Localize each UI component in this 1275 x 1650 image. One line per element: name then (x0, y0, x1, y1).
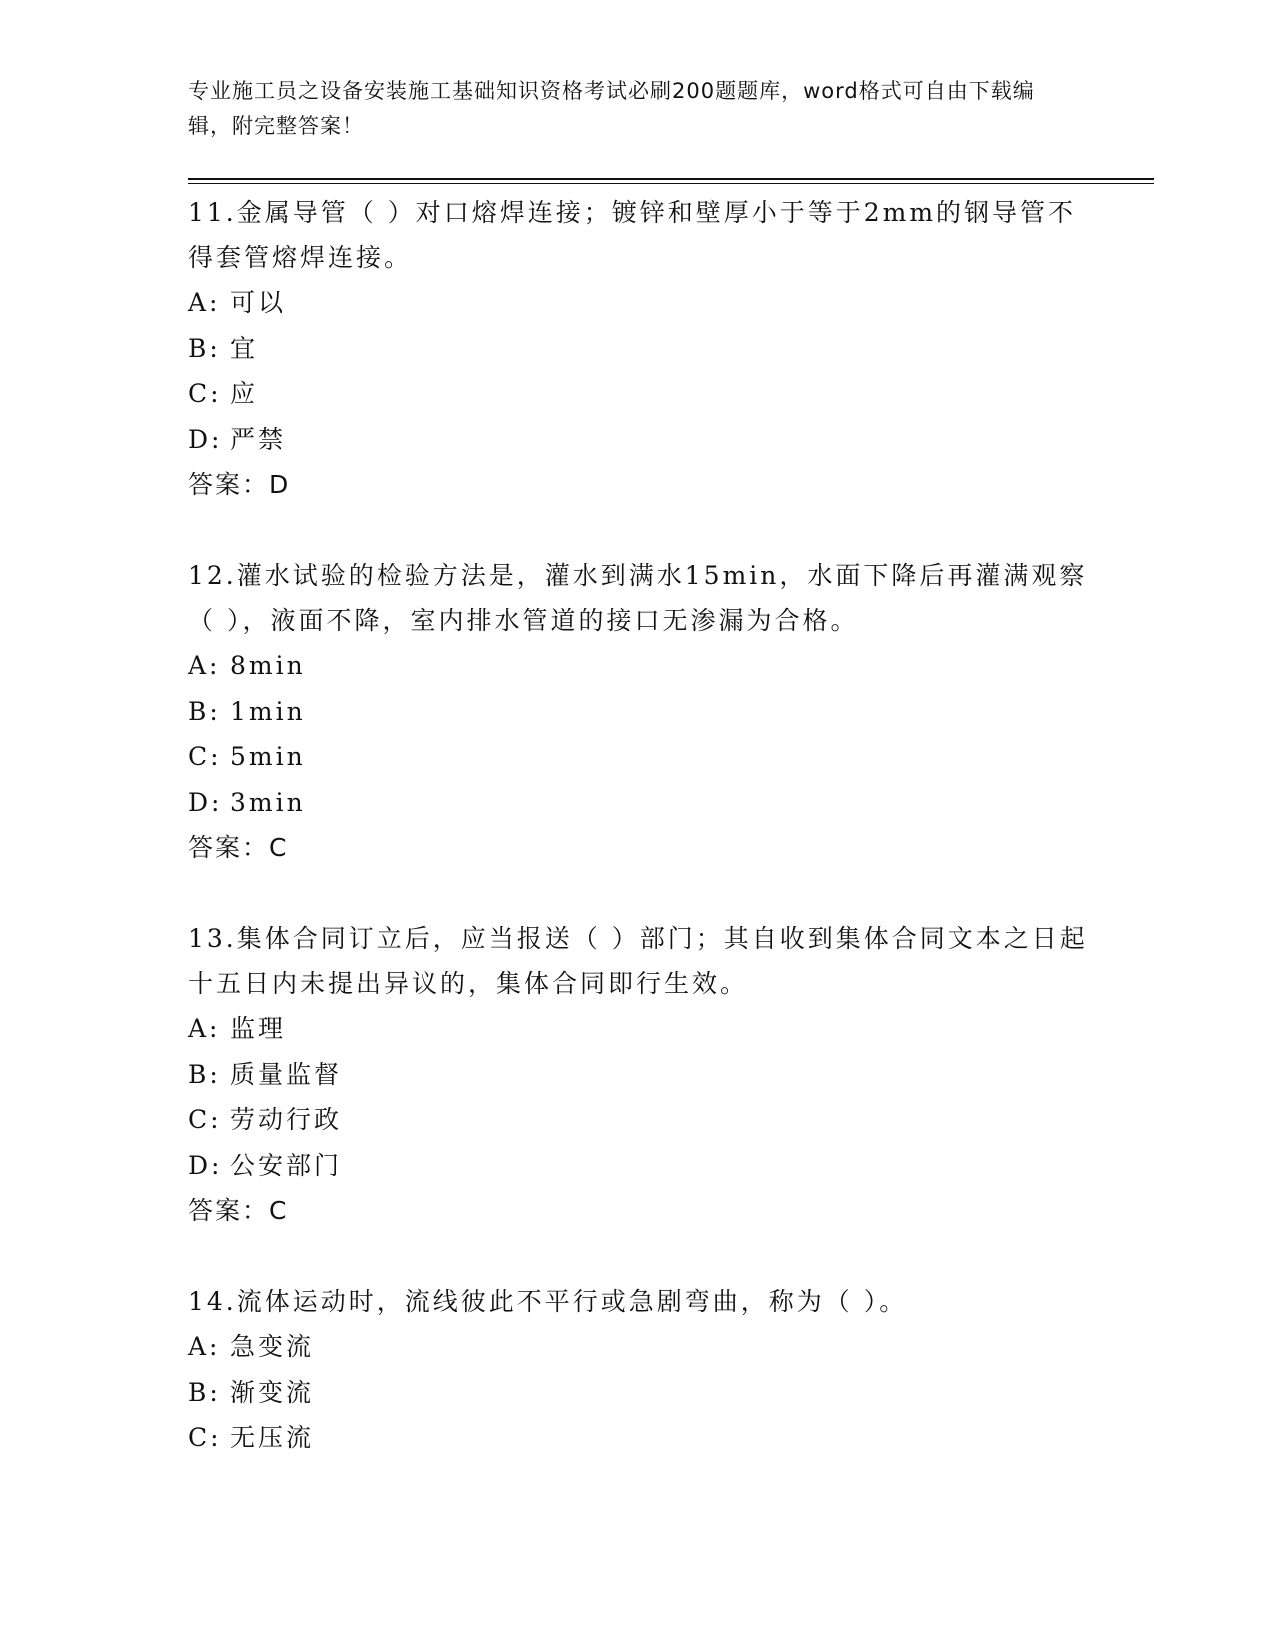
option-letter: C: (188, 1423, 222, 1452)
option-c (188, 1097, 1088, 1143)
question-stem (188, 190, 1088, 280)
option-letter: A: (188, 1332, 221, 1361)
option-b (188, 689, 1088, 735)
document-header: 专业施工员之设备安装施工基础知识资格考试必刷200题题库，word格式可自由下载编辑，附完整答案！ (188, 79, 1035, 138)
option-text: 3min (230, 787, 306, 817)
question-stem (188, 916, 1088, 1006)
option-d (188, 780, 1088, 826)
option-text: 可以 (230, 288, 287, 317)
question-stem (188, 1279, 1088, 1324)
option-text: 公安部门 (230, 1150, 343, 1180)
question-12 (188, 553, 1088, 871)
option-letter: D: (188, 424, 223, 454)
option-letter: D: (188, 1150, 223, 1180)
option-text: 应 (230, 379, 259, 408)
option-text: 8min (230, 651, 306, 680)
option-text: 1min (230, 696, 306, 726)
question-14 (188, 1279, 1088, 1461)
question-number: 12. (188, 561, 237, 590)
option-b (188, 1052, 1088, 1098)
option-letter: B: (188, 696, 221, 726)
question-stem (188, 553, 1088, 643)
answer-line: 答案：D (188, 470, 291, 499)
question-list (188, 190, 1088, 1506)
answer-line: 答案：C (188, 833, 289, 862)
option-c (188, 1415, 1088, 1461)
question-number: 13. (188, 924, 237, 953)
question-text: 金属导管（ ）对口熔焊连接；镀锌和壁厚小于等于2mm的钢导管不得套管熔焊连接。 (188, 198, 1077, 272)
header-divider-thin (188, 183, 1154, 184)
question-11 (188, 190, 1088, 508)
option-text: 宜 (230, 333, 259, 363)
answer-line: 答案：C (188, 1196, 289, 1225)
question-text: 灌水试验的检验方法是，灌水到满水15min，水面下降后再灌满观察（ ），液面不降，室内排水管道的接口无渗漏为合格。 (188, 561, 1088, 635)
option-letter: D: (188, 787, 223, 817)
option-letter: A: (188, 288, 221, 317)
option-letter: B: (188, 333, 221, 363)
header-divider-thick (188, 178, 1154, 180)
option-d (188, 417, 1088, 463)
option-b (188, 326, 1088, 372)
question-text: 集体合同订立后，应当报送（ ）部门；其自收到集体合同文本之日起十五日内未提出异议的，集体合同即行生效。 (188, 924, 1088, 998)
option-c (188, 734, 1088, 780)
option-d (188, 1143, 1088, 1189)
option-a (188, 1324, 1088, 1370)
option-letter: B: (188, 1377, 221, 1407)
option-letter: C: (188, 1105, 222, 1134)
question-number: 11. (188, 198, 237, 227)
option-letter: A: (188, 1014, 221, 1043)
question-number: 14. (188, 1287, 237, 1316)
option-text: 监理 (230, 1014, 287, 1043)
option-text: 5min (230, 742, 306, 771)
question-13 (188, 916, 1088, 1234)
question-text: 流体运动时，流线彼此不平行或急剧弯曲，称为（ ）。 (236, 1287, 908, 1316)
option-text: 严禁 (230, 424, 287, 454)
option-b (188, 1370, 1088, 1416)
option-letter: A: (188, 651, 221, 680)
option-text: 劳动行政 (230, 1105, 343, 1134)
option-letter: C: (188, 742, 222, 771)
option-letter: B: (188, 1059, 221, 1089)
option-letter: C: (188, 379, 222, 408)
option-text: 无压流 (230, 1423, 315, 1452)
option-a (188, 643, 1088, 689)
option-text: 渐变流 (230, 1377, 315, 1407)
option-c (188, 371, 1088, 417)
option-text: 急变流 (230, 1332, 315, 1361)
option-text: 质量监督 (230, 1059, 343, 1089)
option-a (188, 1006, 1088, 1052)
option-a (188, 280, 1088, 326)
